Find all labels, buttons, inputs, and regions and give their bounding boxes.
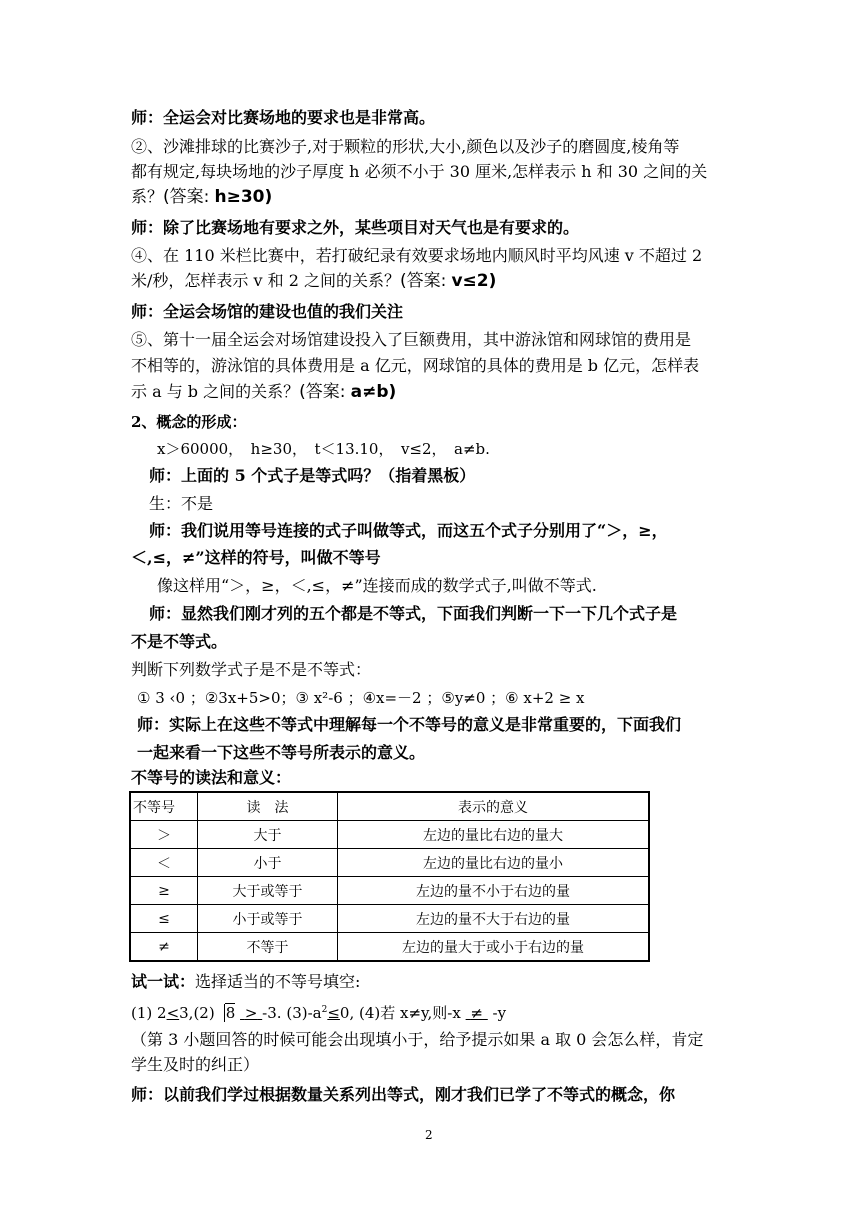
teacher-line-8: 师：以前我们学过根据数量关系列出等式，刚才我们已学了不等式的概念，你 — [131, 1085, 676, 1104]
definition-line: 像这样用“＞，≥，＜,≤，≠”连接而成的数学式子,叫做不等式. — [157, 576, 597, 595]
table-cell: 左边的量大于或小于右边的量 — [338, 933, 650, 962]
try-it-text: 选择适当的不等号填空: — [195, 972, 361, 991]
try-it-line — [131, 972, 731, 992]
table-cell: 左边的量比右边的量小 — [338, 849, 650, 877]
page-number: 2 — [425, 1128, 433, 1142]
section-heading-concept: 2、概念的形成： — [131, 413, 247, 431]
table-row — [130, 933, 649, 962]
teacher-line-5: 师：我们说用等号连接的式子叫做等式，而这五个式子分别用了“＞，≥， — [149, 521, 668, 540]
teacher-line-3: 师：全运会场馆的建设也值的我们关注 — [131, 302, 404, 321]
answer-value: v≤2) — [451, 271, 497, 291]
table-cell: 左边的量不小于右边的量 — [338, 877, 650, 905]
table-header-cell: 读 法 — [198, 792, 338, 821]
table-cell: 左边的量不大于右边的量 — [338, 905, 650, 933]
student-line: 生：不是 — [149, 494, 214, 513]
exercise-items: ① 3 ‹0 ；②3x+5>0；③ x²-6 ；④x=－2 ；⑤y≠0 ；⑥ x+2 ≥ x — [137, 689, 585, 707]
try-q2b: -3. — [262, 1004, 282, 1022]
question-5-line-3 — [131, 382, 731, 402]
try-q4: (4)若 x≠y,则-x — [359, 1004, 461, 1022]
try-answer-4 — [466, 1004, 488, 1022]
table-row — [130, 905, 649, 933]
teacher-line-7: 师：实际上在这些不等式中理解每一个不等号的意义是非常重要的，下面我们 — [137, 715, 682, 734]
teacher-line-7b: 一起来看一下这些不等号所表示的意义。 — [137, 743, 426, 762]
table-row — [130, 849, 649, 877]
sqrt-radicand: 8 — [225, 1004, 236, 1022]
table-header-cell: 不等号 — [130, 792, 198, 821]
try-answer-3: ≤ — [327, 1004, 340, 1022]
try-q1b: 3,(2) — [179, 1004, 215, 1022]
question-4-line-1: ④、在 110 米栏比赛中，若打破纪录有效要求场地内顺风时平均风速 v 不超过 2 — [131, 246, 703, 265]
answer-label: (答案: — [163, 187, 210, 207]
table-cell: 不等于 — [198, 933, 338, 962]
try-q3: (3)-a — [286, 1004, 322, 1022]
table-cell: ≤ — [130, 905, 198, 933]
table-header-cell: 表示的意义 — [338, 792, 650, 821]
teacher-line-2: 师：除了比赛场地有要求之外，某些项目对天气也是有要求的。 — [131, 218, 580, 237]
try-answer-1: < — [166, 1004, 180, 1022]
question-2-line-3 — [131, 187, 731, 207]
question-5-tail: 示 a 与 b 之间的关系？ — [131, 382, 300, 401]
inequality-table — [129, 791, 650, 962]
try-q3-exponent: 2 — [321, 1005, 328, 1015]
note-line-1: （第 3 小题回答的时候可能会出现填小于，给予提示如果 a 取 0 会怎么样，肯定 — [131, 1030, 704, 1049]
table-row — [130, 877, 649, 905]
sqrt-symbol — [215, 1003, 236, 1023]
table-cell: ＞ — [130, 821, 198, 849]
table-cell: ≥ — [130, 877, 198, 905]
try-it-label: 试一试： — [131, 972, 196, 991]
table-cell: ≠ — [130, 933, 198, 962]
teacher-line-1: 师：全运会对比赛场地的要求也是非常高。 — [131, 108, 436, 127]
try-it-questions — [131, 1000, 731, 1023]
question-5-line-1: ⑤、第十一届全运会对场馆建设投入了巨额费用，其中游泳馆和网球馆的费用是 — [131, 330, 692, 349]
question-2-line-1: ②、沙滩排球的比赛沙子,对于颗粒的形状,大小,颜色以及沙子的磨圆度,棱角等 — [131, 137, 680, 156]
table-cell: 小于 — [198, 849, 338, 877]
teacher-line-6: 师：显然我们刚才列的五个都是不等式，下面我们判断一下一下几个式子是 — [149, 604, 678, 623]
try-q1: (1) 2 — [131, 1004, 167, 1022]
teacher-line-6b: 不是不等式。 — [131, 632, 228, 651]
table-title: 不等号的读法和意义： — [131, 768, 292, 787]
question-2-line-2: 都有规定,每块场地的沙子厚度 h 必须不小于 30 厘米,怎样表示 h 和 30 之间的关 — [131, 162, 708, 181]
table-cell: ＜ — [130, 849, 198, 877]
try-q3b: 0, — [339, 1004, 355, 1022]
table-cell: 大于或等于 — [198, 877, 338, 905]
table-row — [130, 821, 649, 849]
table-cell: 大于 — [198, 821, 338, 849]
try-answer-2-symbol: > — [244, 1004, 258, 1022]
exercise-prompt: 判断下列数学式子是不是不等式： — [131, 660, 372, 679]
teacher-line-4: 师：上面的 5 个式子是等式吗？（指着黑板） — [149, 466, 476, 485]
answer-value: a≠b) — [350, 382, 397, 402]
question-4-tail: 米/秒，怎样表示 v 和 2 之间的关系？ — [131, 271, 400, 290]
teacher-line-5b: ＜,≤，≠”这样的符号，叫做不等号 — [131, 548, 381, 567]
question-5-line-2: 不相等的，游泳馆的具体费用是 a 亿元，网球馆的具体的费用是 b 亿元，怎样表 — [131, 356, 700, 375]
answer-label: (答案: — [399, 271, 447, 291]
try-answer-2 — [240, 1004, 262, 1022]
inequalities-list: x＞60000， h≥30， t＜13.10， v≤2， a≠b. — [157, 440, 490, 458]
question-2-tail: 系？ — [131, 187, 164, 206]
table-cell: 小于或等于 — [198, 905, 338, 933]
answer-label: (答案: — [299, 382, 346, 402]
table-cell: 左边的量比右边的量大 — [338, 821, 650, 849]
table-header-row — [130, 792, 649, 821]
answer-value: h≥30) — [214, 187, 273, 207]
note-line-2: 学生及时的纠正） — [131, 1055, 260, 1074]
try-answer-4-symbol: ≠ — [470, 1004, 483, 1022]
try-q4b: -y — [492, 1004, 507, 1022]
question-4-line-2 — [131, 271, 731, 291]
